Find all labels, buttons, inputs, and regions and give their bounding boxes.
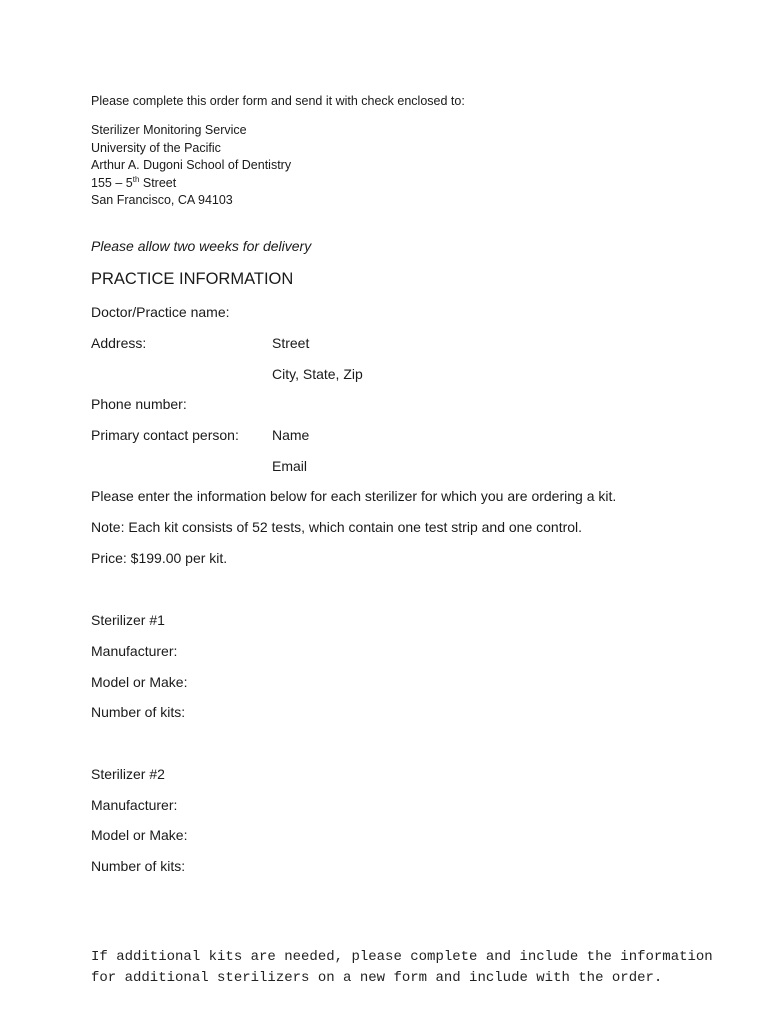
sterilizer-2-manufacturer-label: Manufacturer: <box>91 797 178 813</box>
address-label: Address: <box>91 335 147 351</box>
sterilizer-1-model-label: Model or Make: <box>91 674 188 690</box>
primary-contact-label: Primary contact person: <box>91 427 239 443</box>
city-state-zip-field-label: City, State, Zip <box>272 366 363 382</box>
phone-label: Phone number: <box>91 396 187 412</box>
address-line-2: University of the Pacific <box>91 140 221 155</box>
sterilizer-2-kits-label: Number of kits: <box>91 858 186 874</box>
intro-text: Please complete this order form and send it with check enclosed to: <box>91 94 465 108</box>
mailing-address <box>91 122 291 210</box>
street-field-label: Street <box>272 335 310 351</box>
doctor-practice-label: Doctor/Practice name: <box>91 304 230 320</box>
street-number: 155 – 5 <box>91 175 133 190</box>
price-text: Price: $199.00 per kit. <box>91 550 228 566</box>
address-line-3: Arthur A. Dugoni School of Dentistry <box>91 158 292 172</box>
footer-note <box>91 947 713 989</box>
street-suffix: Street <box>139 175 177 190</box>
ordinal-suffix: th <box>132 174 140 184</box>
instruction-line: Please enter the information below for each sterilizer for which you are ordering a kit. <box>91 488 617 504</box>
kit-note: Note: Each kit consists of 52 tests, which contain one test strip and one control. <box>91 519 583 535</box>
sterilizer-2-model-label: Model or Make: <box>91 827 188 843</box>
email-field-label: Email <box>272 458 308 474</box>
address-line-5: San Francisco, CA 94103 <box>91 193 233 207</box>
sterilizer-1-title: Sterilizer #1 <box>91 612 165 628</box>
sterilizer-1-kits-label: Number of kits: <box>91 704 186 720</box>
name-field-label: Name <box>272 427 310 443</box>
footer-line-1: If additional kits are needed, please complete and include the information <box>91 949 713 965</box>
sterilizer-2-title: Sterilizer #2 <box>91 766 165 782</box>
address-line-4 <box>91 175 291 193</box>
address-line-1: Sterilizer Monitoring Service <box>91 123 247 137</box>
practice-heading: PRACTICE INFORMATION <box>91 270 294 288</box>
sterilizer-1-manufacturer-label: Manufacturer: <box>91 643 178 659</box>
footer-line-2: for additional sterilizers on a new form and include with the order. <box>91 970 663 986</box>
delivery-note: Please allow two weeks for delivery <box>91 238 312 254</box>
